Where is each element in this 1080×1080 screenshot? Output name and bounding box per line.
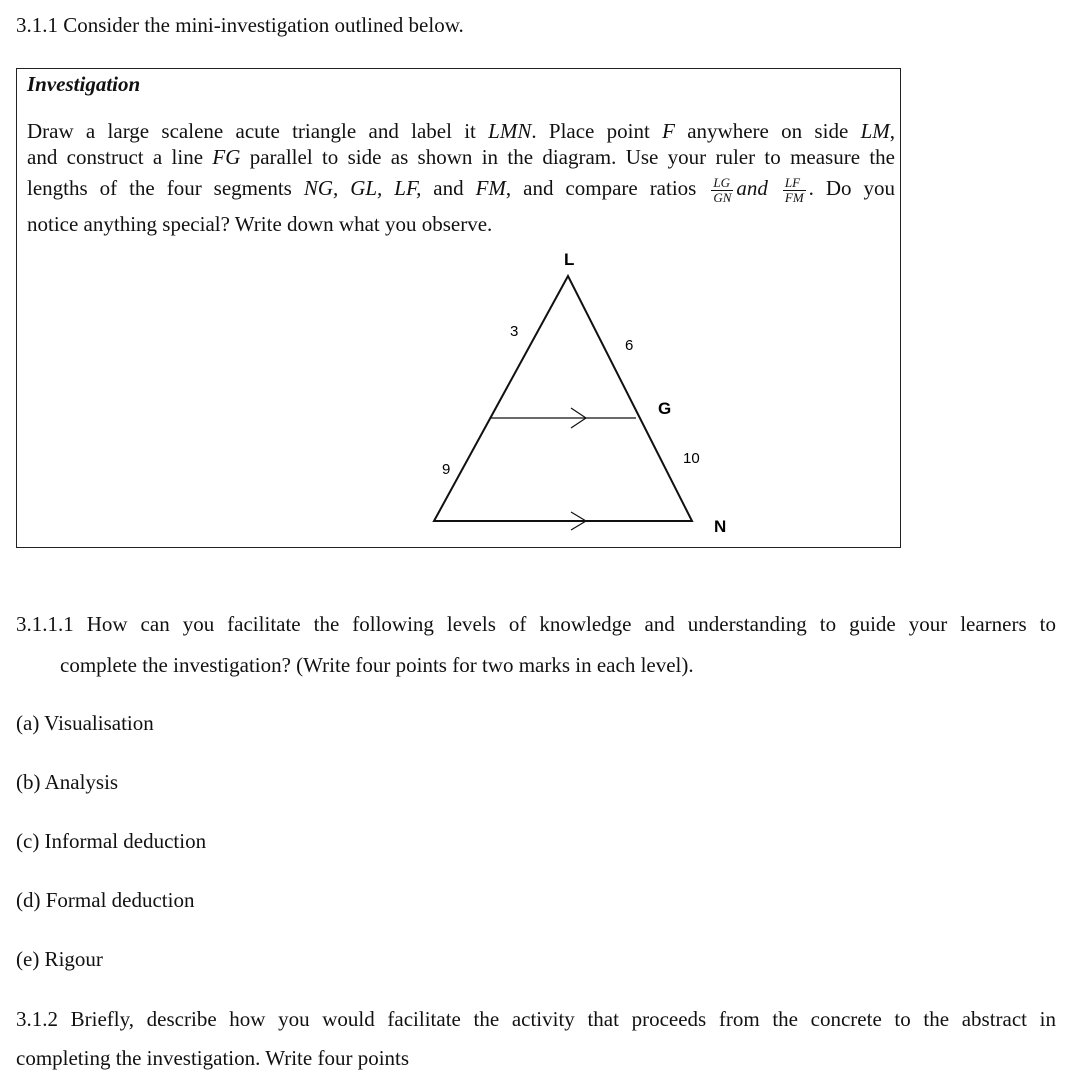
point-f: F [662, 119, 675, 143]
line1-end: , [889, 119, 895, 143]
segment-label-6: 6 [625, 337, 634, 354]
level-visualisation: (a) Visualisation [16, 711, 154, 735]
line3-and: and [421, 176, 476, 200]
ratio2-numerator: LF [783, 176, 806, 191]
vertex-label-l: L [564, 250, 575, 269]
line3-post: , and compare ratios [505, 176, 697, 200]
line1-mid: . Place point [531, 119, 663, 143]
question-3-1-2 [16, 1006, 1056, 1032]
side-lm: LM [860, 119, 890, 143]
level-formal-deduction: (d) Formal deduction [16, 888, 195, 912]
line-fg: FG [212, 145, 241, 169]
line1-pre: Draw a large scalene acute triangle and label it [27, 119, 489, 143]
question-3-1-1: 3.1.1 Consider the mini-investigation outlined below. [16, 13, 464, 37]
level-rigour: (e) Rigour [16, 947, 103, 971]
segment-label-9: 9 [442, 461, 451, 478]
ratio1-denominator: GN [713, 189, 732, 205]
line3-end: . Do you [808, 176, 896, 200]
segment-fm: FM [475, 176, 506, 200]
line2-post: parallel to side as shown in the diagram. Use your ruler to measure the [240, 145, 896, 169]
segments: NG, GL, LF, [303, 176, 422, 200]
ratio2-denominator: FM [784, 189, 804, 205]
q312-line-1: 3.1.2 Briefly, describe how you would facilitate the activity that proceeds from the concrete to the abstract in [16, 1007, 1056, 1031]
ratio1-numerator: LG [711, 176, 733, 191]
question-3-1-1-1 [16, 611, 1056, 637]
segment-label-3: 3 [510, 323, 519, 340]
triangle-lmn [434, 276, 692, 521]
q312-line-2: completing the investigation. Write four points [16, 1046, 410, 1070]
investigation-title: Investigation [27, 72, 141, 96]
level-informal-deduction: (c) Informal deduction [16, 829, 207, 853]
ratio-and: and [736, 176, 768, 200]
triangle-name: LMN [488, 119, 532, 143]
q3111-line-1: 3.1.1.1 How can you facilitate the following levels of knowledge and understanding to guide your learners to [16, 612, 1056, 636]
q3111-line-2: complete the investigation? (Write four points for two marks in each level). [60, 653, 694, 677]
line1-post: anywhere on side [674, 119, 861, 143]
vertex-label-g: G [658, 399, 672, 418]
line2-pre: and construct a line [27, 145, 213, 169]
line3-pre: lengths of the four segments [27, 176, 304, 200]
level-analysis: (b) Analysis [16, 770, 119, 794]
investigation-line-4: notice anything special? Write down what you observe. [27, 212, 493, 236]
vertex-label-n: N [714, 517, 727, 536]
segment-label-10: 10 [683, 450, 700, 467]
